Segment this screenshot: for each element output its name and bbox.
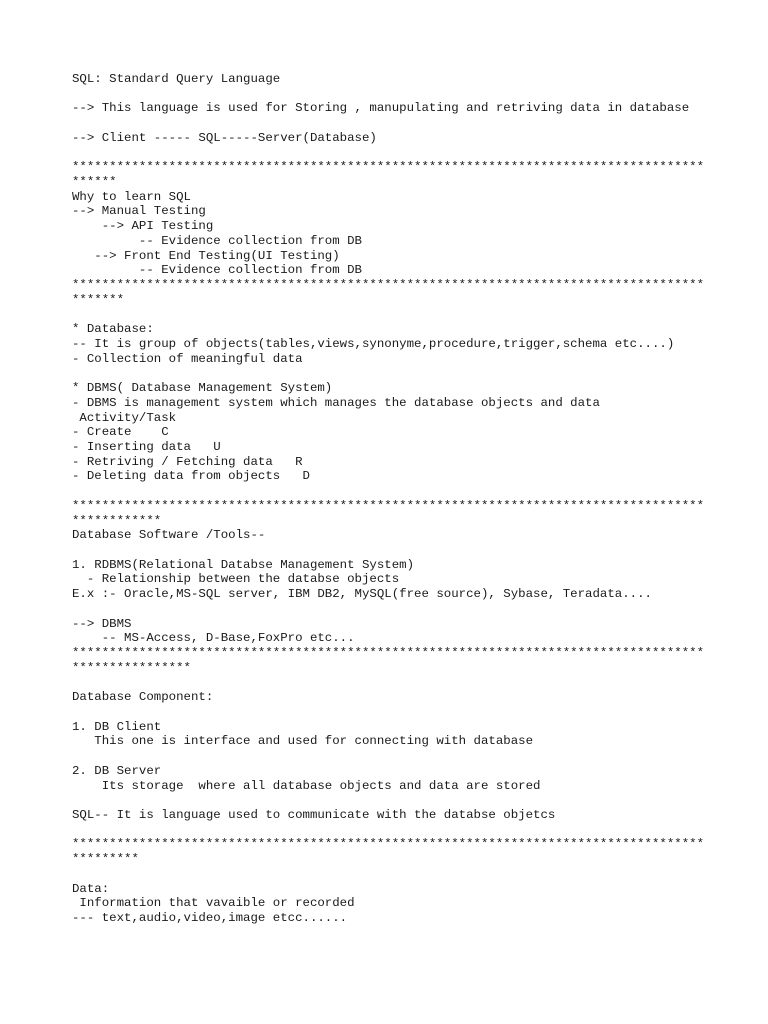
document-line: - Retriving / Fetching data R (72, 454, 303, 469)
document-line: * DBMS( Database Management System) (72, 381, 333, 396)
document-line (72, 308, 704, 323)
document-line: Data: (72, 881, 110, 896)
document-line: 1. DB Client (72, 719, 162, 734)
document-line: Information that vavaible or recorded (72, 896, 355, 911)
document-line: 2. DB Server (72, 763, 162, 778)
document-line: Database Software /Tools-- (72, 528, 266, 543)
document-line (72, 366, 704, 381)
document-line (72, 823, 704, 838)
document-body (72, 72, 704, 926)
document-line: --> DBMS (72, 616, 132, 631)
document-line: -- MS-Access, D-Base,FoxPro etc... (72, 631, 355, 646)
document-line: * Database: (72, 322, 154, 337)
document-line: ************************************************************************************* (72, 646, 705, 661)
document-line: --> API Testing (72, 219, 214, 234)
document-line: - Collection of meaningful data (72, 351, 303, 366)
document-line: 1. RDBMS(Relational Databse Management System) (72, 557, 415, 572)
document-line: Activity/Task (72, 410, 177, 425)
document-line (72, 484, 704, 499)
document-line: --> Front End Testing(UI Testing) (72, 248, 340, 263)
document-line: ********* (72, 852, 139, 867)
document-line: - DBMS is management system which manages the database objects and data (72, 395, 600, 410)
document-line: -- It is group of objects(tables,views,synonyme,procedure,trigger,schema etc....) (72, 336, 675, 351)
document-line: Database Component: (72, 690, 214, 705)
document-line (72, 749, 704, 764)
document-line (72, 87, 704, 102)
document-line: - Create C (72, 425, 169, 440)
document-line: ************************************************************************************* (72, 498, 705, 513)
document-line: This one is interface and used for connecting with database (72, 734, 534, 749)
document-line: Its storage where all database objects and data are stored (72, 778, 541, 793)
document-line: ******* (72, 292, 125, 307)
document-line (72, 602, 704, 617)
document-line: - Deleting data from objects D (72, 469, 310, 484)
document-line: ****** (72, 175, 117, 190)
document-line: ************************************************************************************* (72, 278, 705, 293)
document-line: --- text,audio,video,image etcc...... (72, 910, 348, 925)
document-line (72, 146, 704, 161)
document-line: - Relationship between the databse objects (72, 572, 400, 587)
document-line: SQL: Standard Query Language (72, 72, 281, 86)
document-line: Why to learn SQL (72, 189, 191, 204)
document-line: ************ (72, 513, 162, 528)
document-line (72, 675, 704, 690)
document-line: -- Evidence collection from DB (72, 263, 362, 278)
document-line (72, 543, 704, 558)
document-line: - Inserting data U (72, 439, 221, 454)
document-line: E.x :- Oracle,MS-SQL server, IBM DB2, MySQL(free source), Sybase, Teradata.... (72, 587, 652, 602)
document-line: --> This language is used for Storing , manupulating and retriving data in database (72, 101, 690, 116)
document-line (72, 793, 704, 808)
document-line (72, 867, 704, 882)
document-line: ************************************************************************************* (72, 837, 705, 852)
document-line: SQL-- It is language used to communicate with the databse objetcs (72, 807, 556, 822)
document-line: --> Manual Testing (72, 204, 206, 219)
document-line: **************** (72, 660, 191, 675)
document-line: --> Client ----- SQL-----Server(Database) (72, 130, 377, 145)
document-line: -- Evidence collection from DB (72, 233, 362, 248)
document-line: ************************************************************************************* (72, 160, 705, 175)
document-line (72, 705, 704, 720)
document-line (72, 116, 704, 131)
